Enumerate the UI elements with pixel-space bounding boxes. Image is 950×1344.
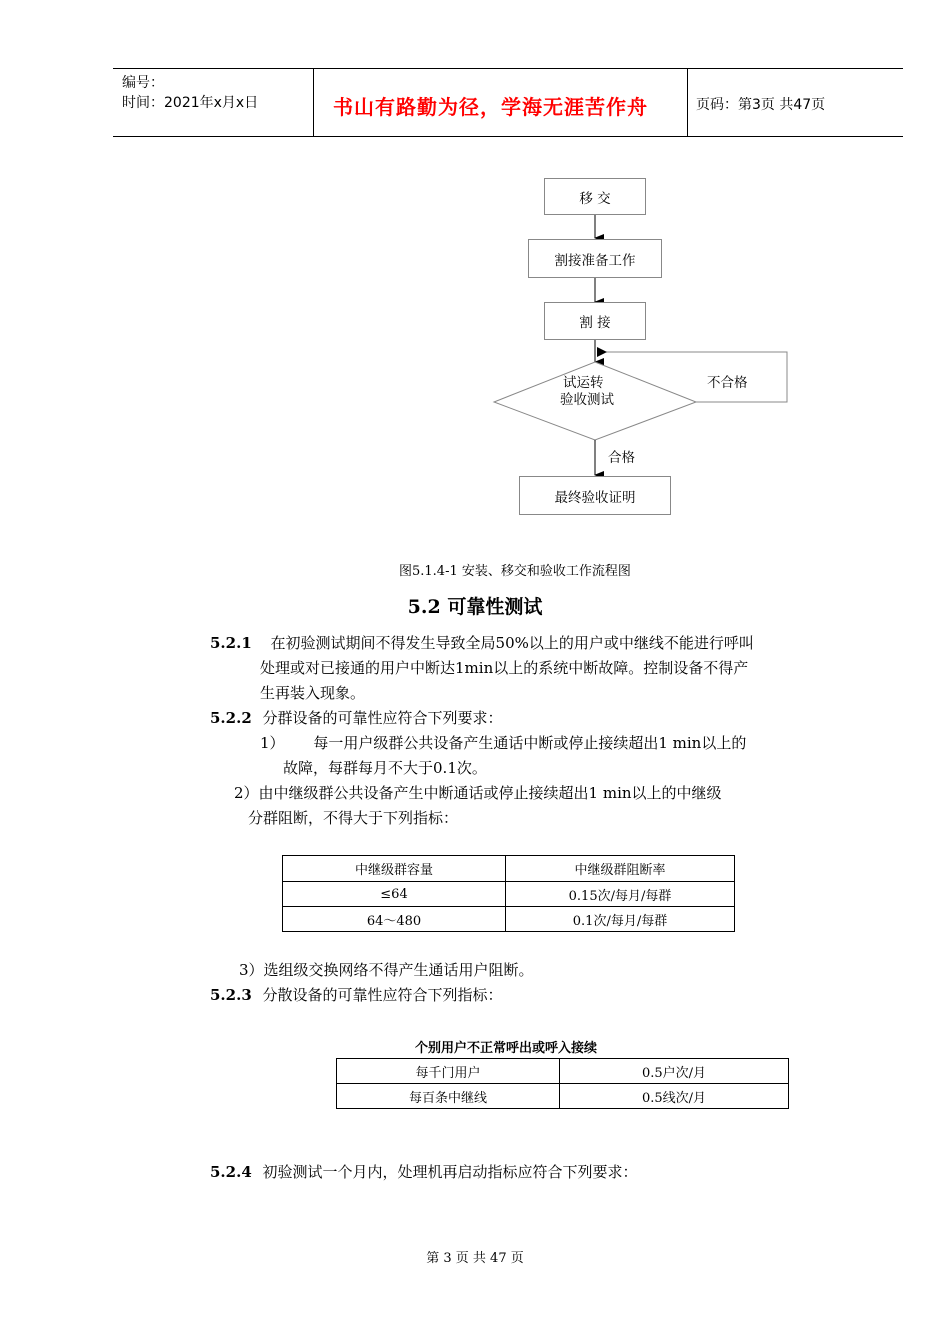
flow-step-cutover: 割 接 (544, 302, 646, 340)
table-cell: 每百条中继线 (337, 1084, 560, 1109)
paragraph-5-2-3 (210, 983, 503, 1008)
table-header-cell: 中继级群阻断率 (506, 856, 735, 882)
table-cell: 0.5户次/月 (560, 1059, 789, 1084)
table-row (283, 907, 735, 932)
flowchart-connectors (0, 0, 950, 560)
table-row (283, 882, 735, 907)
clause-text: 在初验测试期间不得发生导致全局50%以上的用户或中继线不能进行呼叫 (270, 634, 754, 652)
table-header-row (283, 856, 735, 882)
clause-number: 5.2.3 (210, 986, 252, 1004)
table-cell: 0.15次/每月/每群 (506, 882, 735, 907)
clause-text: 处理或对已接通的用户中断达1min以上的系统中断故障。控制设备不得产 (260, 659, 749, 677)
header-time-label: 时间：2021年x月x日 (122, 95, 259, 111)
clause-text: 初验测试一个月内，处理机再启动指标应符合下列要求： (262, 1163, 638, 1181)
list-item-2: 2）由中继级群公共设备产生中断通话或停止接续超出1 min以上的中继级 (234, 784, 722, 802)
list-item-3: 3）选组级交换网络不得产生通话用户阻断。 (239, 961, 534, 979)
table-trunk-blocking (282, 855, 735, 932)
flow-step-prepare: 割接准备工作 (528, 239, 662, 278)
clause-text: 分散设备的可靠性应符合下列指标： (262, 986, 503, 1004)
table-cell: 64～480 (283, 907, 506, 932)
list-item-1 (260, 731, 746, 756)
table-cell: 0.5线次/月 (560, 1084, 789, 1109)
list-marker: 1） (260, 734, 285, 752)
clause-number: 5.2.2 (210, 709, 252, 727)
list-text: 分群阻断，不得大于下列指标： (248, 809, 459, 827)
paragraph-5-2-2 (210, 706, 503, 731)
table-cell: ≤64 (283, 882, 506, 907)
fail-loop-arrowhead (597, 347, 607, 357)
table-row (337, 1084, 789, 1109)
list-text: 故障，每群每月不大于0.1次。 (283, 759, 487, 777)
decision-label-line1: 试运转 (563, 375, 604, 391)
clause-text: 分群设备的可靠性应符合下列要求： (262, 709, 503, 727)
table-title: 个别用户不正常呼出或呼入接续 (414, 1041, 597, 1056)
paragraph-5-2-4 (210, 1160, 638, 1185)
table-cell: 0.1次/每月/每群 (506, 907, 735, 932)
section-title: 5.2 可靠性测试 (407, 596, 543, 618)
page-footer: 第 3 页 共 47 页 (426, 1251, 524, 1266)
clause-text: 生再装入现象。 (260, 684, 366, 702)
header-motto: 书山有路勤为径，学海无涯苦作舟 (333, 95, 648, 119)
table-header-cell: 中继级群容量 (283, 856, 506, 882)
decision-label-line2: 验收测试 (560, 392, 614, 408)
table-cell: 每千门用户 (337, 1059, 560, 1084)
fail-label: 不合格 (707, 375, 748, 391)
paragraph-5-2-1 (210, 631, 754, 656)
clause-number: 5.2.4 (210, 1163, 252, 1181)
pass-label: 合格 (608, 450, 635, 466)
header-page-info: 页码：第3页 共47页 (696, 97, 826, 113)
flow-step-final: 最终验收证明 (519, 476, 671, 515)
clause-number: 5.2.1 (210, 634, 252, 652)
flow-step-transfer: 移 交 (544, 178, 646, 215)
table-distributed-reliability (336, 1058, 789, 1109)
list-text: 每一用户级群公共设备产生通话中断或停止接续超出1 min以上的 (313, 734, 747, 752)
table-row (337, 1059, 789, 1084)
header-number-label: 编号： (122, 75, 164, 91)
figure-caption: 图5.1.4-1 安装、移交和验收工作流程图 (399, 564, 631, 579)
